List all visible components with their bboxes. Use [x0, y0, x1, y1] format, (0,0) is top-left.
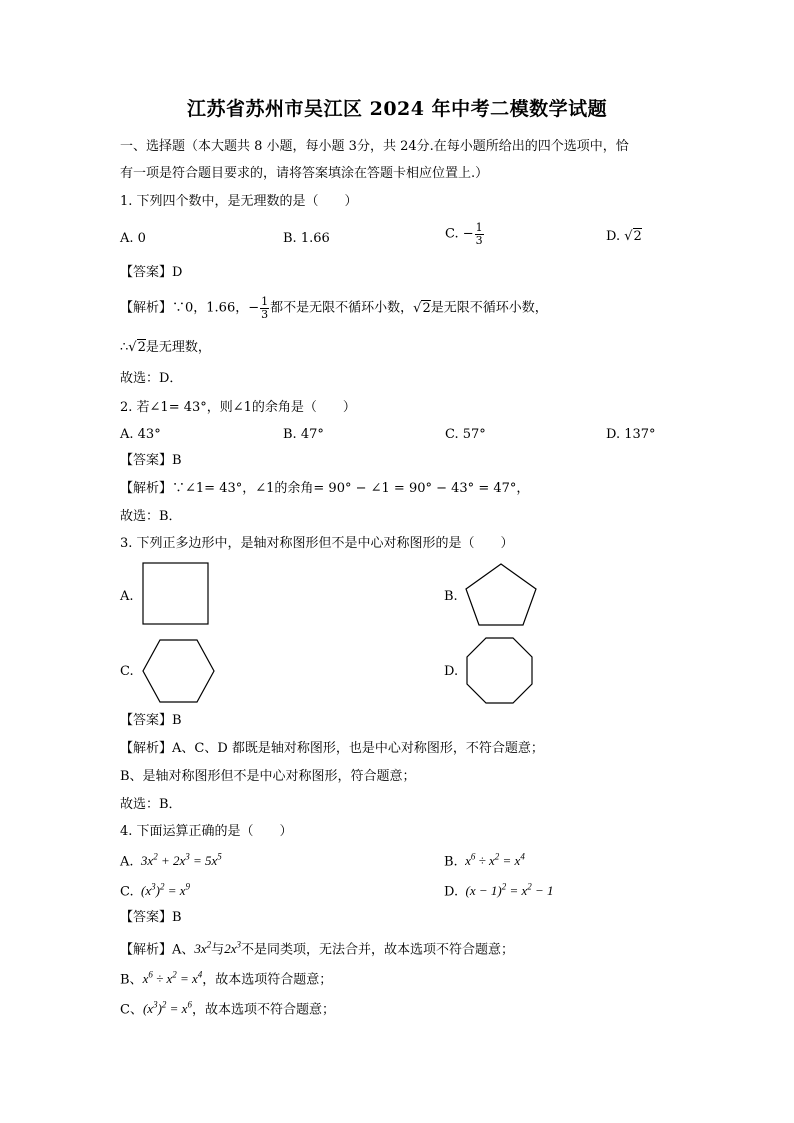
q2-option-d: D. 137° — [606, 427, 656, 442]
q2-option-a: A. 43° — [120, 427, 161, 442]
q4-analysis-suffix: 不是同类项，无法合并，故本选项不符合题意； — [240, 942, 514, 958]
q3-choose: 故选：B． — [120, 797, 182, 812]
q1-analysis-fraction — [260, 296, 269, 320]
q1-analysis-mid: 都不是无限不循环小数， — [270, 300, 414, 316]
q4-option-a-label: A. — [120, 854, 134, 870]
q1-answer: 【答案】D — [120, 265, 183, 280]
radicand: 2 — [422, 300, 431, 316]
q4-option-c — [120, 883, 190, 898]
q1-option-c-label: C. — [445, 226, 459, 242]
q3-analysis-line1: 【解析】A、C、D 都既是轴对称图形，也是中心对称图形，不符合题意； — [120, 741, 544, 756]
q4-option-c-label: C. — [120, 884, 134, 900]
q4-stem: 4. 下面运算正确的是（ ） — [120, 824, 293, 839]
q4-analysis-mid: 与 — [211, 942, 225, 958]
q4-analysis-b-prefix: B、 — [120, 972, 143, 988]
square-figure — [142, 562, 210, 626]
q1-option-d — [606, 230, 642, 243]
sqrt-symbol: √2 — [128, 340, 146, 355]
q1-stem: 1. 下列四个数中，是无理数的是（ ） — [120, 194, 358, 209]
q2-stem: 2. 若∠1= 43°，则∠1的余角是（ ） — [120, 400, 356, 415]
q3-option-a-label: A. — [120, 589, 134, 604]
q1-option-a: A. 0 — [120, 231, 146, 246]
q4-analysis-b-suffix: ，故本选项符合题意； — [202, 972, 333, 988]
section-instructions-line2: 有一项是符合题目要求的，请将答案填涂在答题卡相应位置上.） — [120, 166, 489, 181]
q1-option-c-fraction — [475, 222, 484, 246]
q4-analysis-a — [120, 941, 514, 956]
q2-option-b: B. 47° — [283, 427, 324, 442]
therefore-symbol: ∴ — [120, 340, 129, 355]
fraction-numerator: 1 — [261, 295, 269, 308]
q1-analysis-suffix: 是无限不循环小数， — [430, 300, 548, 316]
q4-analysis-c-suffix: ，故本选项不符合题意； — [191, 1002, 335, 1018]
sqrt-symbol: √2 — [413, 300, 431, 316]
q4-analysis-c-prefix: C、 — [120, 1002, 143, 1018]
q2-choose: 故选：B． — [120, 509, 182, 524]
q1-analysis-prefix: 【解析】∵0，1.66， — [120, 300, 249, 316]
q1-option-c — [445, 222, 485, 246]
q4-option-c-expression: $(x^3)^2 = x^9$ — [137, 882, 191, 899]
radicand: 2 — [137, 340, 146, 355]
q2-option-c: C. 57° — [445, 427, 486, 442]
octagon-figure — [465, 636, 535, 706]
q4-option-b-expression: $x^6 \div x^2 = x^4$ — [461, 852, 525, 869]
sqrt-symbol: √2 — [624, 229, 642, 244]
q4-option-a — [120, 853, 222, 868]
q4-option-d — [444, 883, 554, 898]
q4-option-d-label: D. — [444, 884, 459, 900]
q1-option-d-label: D. — [606, 229, 621, 244]
page-title: 江苏省苏州市吴江区 2024 年中考二模数学试题 — [187, 98, 608, 120]
fraction-denominator: 3 — [261, 307, 269, 321]
q4-option-d-expression: $(x - 1)^2 = x^2 - 1$ — [462, 882, 554, 899]
q4-analysis-b-expression: $x^6 \div x^2 = x^4$ — [142, 970, 203, 987]
q4-option-b — [444, 853, 525, 868]
q3-option-b-label: B. — [444, 589, 458, 604]
radicand: 2 — [633, 229, 642, 244]
q1-option-c-sign: − — [462, 226, 474, 242]
q1-therefore — [120, 341, 211, 354]
q1-therefore-suffix: 是无理数， — [145, 340, 211, 355]
q4-analysis-term2: $2x^3$ — [224, 940, 241, 957]
q3-analysis-line2: B、是轴对称图形但不是中心对称图形，符合题意； — [120, 769, 416, 784]
q3-option-d-label: D. — [444, 664, 459, 679]
q1-analysis-sign: − — [248, 300, 260, 316]
q4-analysis-b — [120, 971, 332, 986]
fraction-numerator: 1 — [475, 221, 483, 234]
q4-analysis-c-expression: $(x^3)^2 = x^6$ — [142, 1000, 192, 1017]
q4-option-b-label: B. — [444, 854, 458, 870]
q4-analysis-term1: $3x^2$ — [194, 940, 212, 957]
q3-answer: 【答案】B — [120, 713, 182, 728]
q1-analysis — [120, 296, 548, 320]
fraction-denominator: 3 — [475, 233, 483, 247]
pentagon-figure — [463, 562, 539, 628]
q4-analysis-prefix: 【解析】A、 — [120, 942, 195, 958]
q4-analysis-c — [120, 1001, 335, 1016]
q3-option-c-label: C. — [120, 664, 134, 679]
q1-choose: 故选：D． — [120, 371, 183, 386]
hexagon-figure — [141, 638, 217, 704]
q3-stem: 3. 下列正多边形中，是轴对称图形但不是中心对称图形的是（ ） — [120, 536, 514, 551]
q2-answer: 【答案】B — [120, 453, 182, 468]
section-instructions-line1: 一、选择题（本大题共 8 小题，每小题 3分，共 24分.在每小题所给出的四个选项中，恰 — [120, 139, 629, 154]
q2-analysis: 【解析】∵∠1= 43°，∠1的余角= 90° − ∠1 = 90° − 43° = 47°， — [120, 481, 530, 496]
q4-option-a-expression: $3x^2 + 2x^3 = 5x^5$ — [137, 852, 222, 869]
q4-answer: 【答案】B — [120, 910, 182, 925]
q1-option-b: B. 1.66 — [283, 231, 330, 246]
